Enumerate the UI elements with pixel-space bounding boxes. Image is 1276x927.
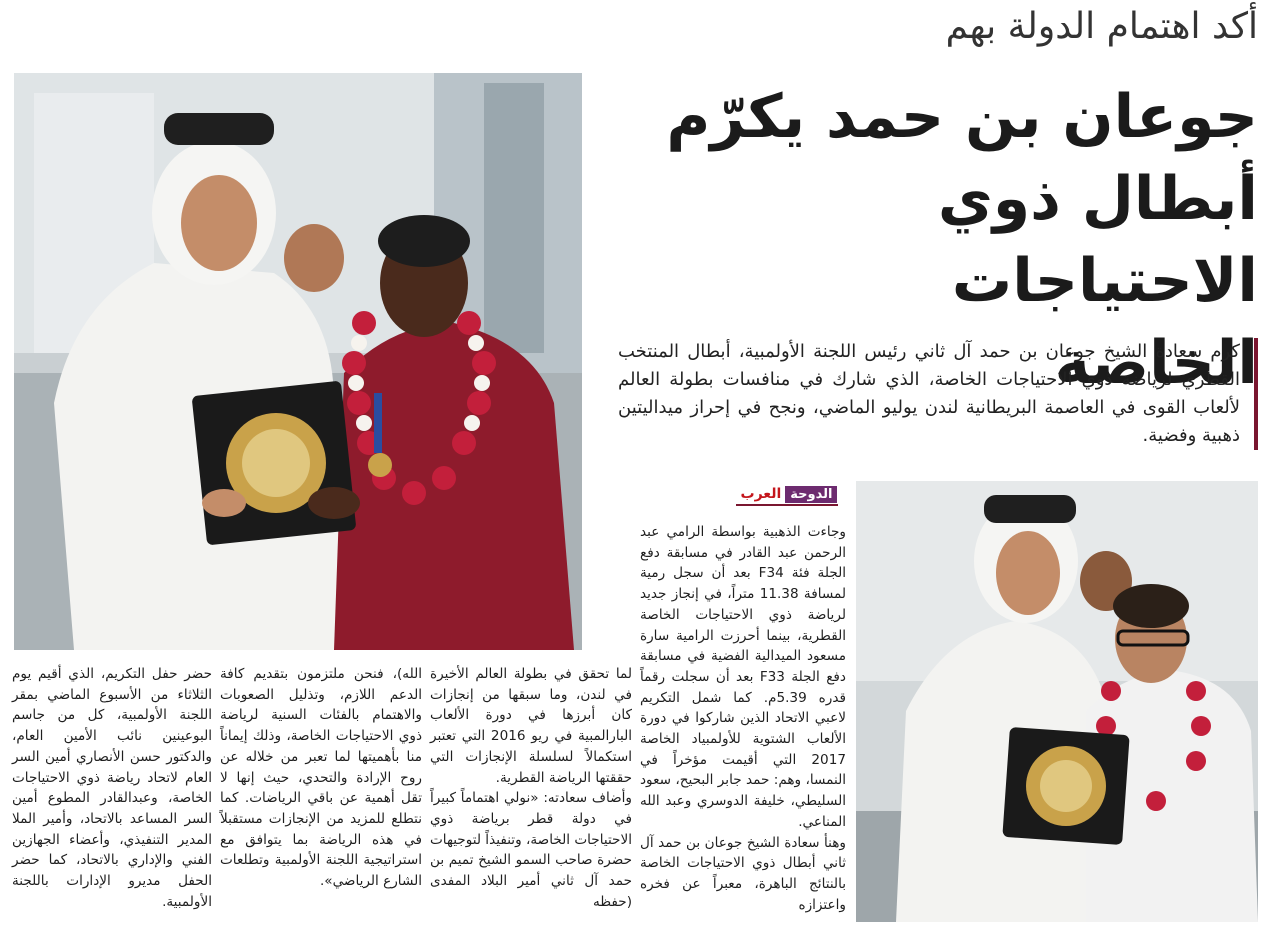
side-photo bbox=[856, 481, 1258, 922]
article-standfirst: كرم سعادة الشيخ جوعان بن حمد آل ثاني رئيس اللجنة الأولمبية، أبطال المنتخب القطري لرياضة ذوي الاحتياجات الخاصة، الذي شارك في منافسات بطولة العالم لألعاب القوى في العاصمة البريطانية لندن يوليو الماضي، ونجح في إحراز ميداليتين ذهبية وفضية. bbox=[618, 338, 1258, 450]
brand-logo-part-2: العرب bbox=[740, 486, 782, 502]
headline-line-2: أبطال ذوي الاحتياجات bbox=[937, 164, 1258, 316]
headline-line-3: الخاصة bbox=[1054, 328, 1258, 398]
main-photo bbox=[14, 73, 582, 650]
body-column-1: وجاءت الذهبية بواسطة الرامي عبد الرحمن عبد القادر في مسابقة دفع الجلة فئة F34 بعد أن سجل رمية لمسافة 11.38 متراً، في إنجاز جديد لرياضة ذوي الاحتياجات الخاصة القطرية، بينما أحرزت الرامية سارة مسعود الميدالية الفضية في مسابقة دفع الجلة F33 بعد أن سجلت رقماً قدره 5.39م. كما شمل التكريم لاعبي الاتحاد الذين شاركوا في دورة الألعاب الشتوية للأولمبياد الخاصة 2017 التي أقيمت مؤخراً في النمسا، وهم: حمد جابر البحيح، سعود السليطي، خليفة الدوسري وعبد الله المناعي. وهنأ سعادة الشيخ جوعان بن حمد آل ثاني أبطال ذوي الاحتياجات الخاصة بالنتائج الباهرة، معبراً عن فخره واعتزازه bbox=[640, 524, 847, 913]
article-kicker: أكد اهتمام الدولة بهم bbox=[945, 6, 1258, 47]
newspaper-brand-logo bbox=[736, 484, 838, 506]
body-column-2: لما تحقق في بطولة العالم الأخيرة في لندن، وما سبقها من إنجازات كان أبرزها في دورة الألعاب البارالمبية في ريو 2016 التي تعتبر استكمالاً لسلسلة الإنجازات التي حققتها الرياضة القطرية. وأضاف سعادته: «نولي اهتماماً كبيراً في دولة قطر برياضة ذوي الاحتياجات الخاصة، وتنفيذاً لتوجيهات حضرة صاحب السمو الشيخ تميم بن حمد آل ثاني أمير البلاد المفدى (حفظه bbox=[430, 666, 632, 910]
headline-line-1: جوعان بن حمد يكرّم bbox=[666, 82, 1258, 152]
brand-logo-part-1: الدوحة bbox=[785, 486, 837, 503]
body-column-4: حضر حفل التكريم، الذي أقيم يوم الثلاثاء من الأسبوع الماضي بمقر اللجنة الأولمبية، كل من جاسم البوعينين نائب الأمين العام، والدكتور حسن الأنصاري أمين السر العام لاتحاد رياضة ذوي الاحتياجات الخاصة، وعبدالقادر المطوع أمين السر المساعد بالاتحاد، وأمير الملا المدير التنفيذي، وأعضاء الجهازين الفني والإداري بالاتحاد، كما حضر الحفل مديرو الإدارات باللجنة الأولمبية. bbox=[12, 666, 212, 910]
body-column-3: الله)، فنحن ملتزمون بتقديم كافة الدعم اللازم، وتذليل الصعوبات والاهتمام بالفئات السنية لرياضة ذوي الاحتياجات الخاصة، وذلك إيماناً منا بأهميتها لما تعبر من خلاله عن روح الإرادة والتحدي، حيث إنها لا تقل أهمية عن باقي الرياضات. كما نتطلع للمزيد من الإنجازات مستقبلاً في هذه الرياضة بما يتوافق مع استراتيجية اللجنة الأولمبية وتطلعات الشارع الرياضي». bbox=[220, 666, 422, 890]
